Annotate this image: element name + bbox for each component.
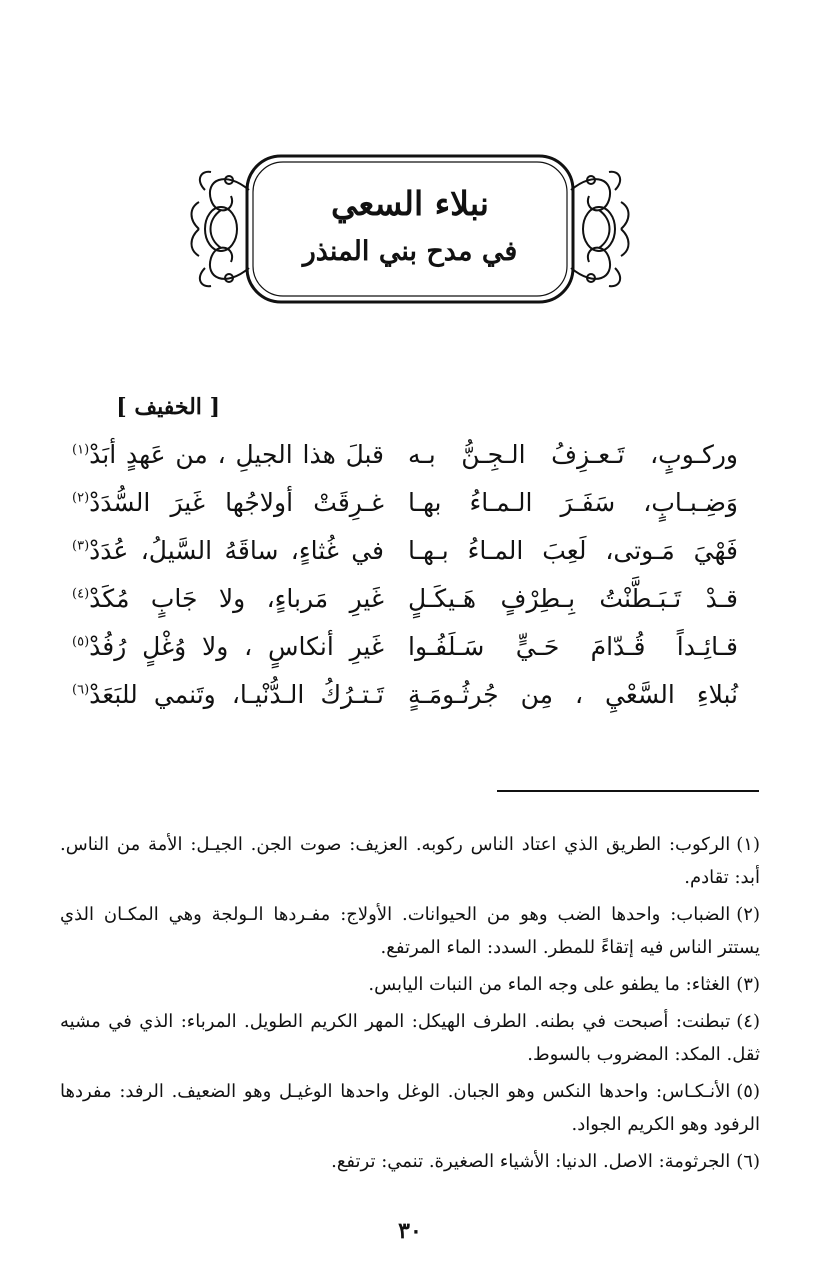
footnotes — [60, 828, 760, 1182]
title-cartouche — [185, 150, 635, 308]
footnote-ref: (٤) — [72, 586, 90, 602]
footnote — [60, 1145, 760, 1178]
footnote — [60, 1005, 760, 1071]
footnote-number: (٣) — [736, 974, 760, 995]
verse-text: تَـتـرُكُ الـدُّنْيـا، وتَنمي للبَعَدْ — [89, 680, 384, 709]
poem — [0, 440, 820, 728]
poetic-meter-label: [ الخفيف ] — [116, 394, 220, 420]
verse-first-hemistich: قـائِـداً قُـدّامَ حَـيٍّ سَـلَفُـوا — [408, 632, 738, 661]
verse-second-hemistich — [72, 488, 384, 517]
page-number: ٣٠ — [398, 1218, 422, 1244]
verse-second-hemistich — [72, 680, 384, 709]
verse — [0, 488, 820, 536]
footnote-text: الغثاء: ما يطفو على وجه الماء من النبات اليابس. — [368, 974, 731, 995]
verse-second-hemistich — [72, 440, 384, 469]
footnote — [60, 828, 760, 894]
verse-first-hemistich: فَهْيَ مَـوتى، لَعِبَ المـاءُ بـهـا — [408, 536, 738, 565]
page-subtitle: في مدح بني المنذر — [302, 236, 518, 267]
footnote — [60, 968, 760, 1001]
footnote-ref: (١) — [72, 442, 90, 458]
verse-first-hemistich: وركـوبٍ، تَـعـزِفُ الـجِـنُّ بـه — [408, 440, 738, 469]
verse — [0, 584, 820, 632]
footnote-ref: (٦) — [72, 682, 90, 698]
footnote-text: الجرثومة: الاصل. الدنيا: الأشياء الصغيرة. تنمي: ترتفع. — [331, 1151, 731, 1172]
page-title: نبلاء السعي — [331, 184, 489, 223]
verse — [0, 536, 820, 584]
verse-text: قبلَ هذا الجيلِ ، من عَهدٍ أبَدْ — [89, 440, 384, 469]
verse-text: غـرِقَتْ أولاجُها غَيرَ السُّدَدْ — [89, 488, 384, 517]
verse-text: غَيرِ أنكاسٍ ، ولا وُغْلٍ رُفُدْ — [89, 632, 384, 661]
footnote-ref: (٥) — [72, 634, 90, 650]
footnote-number: (٥) — [736, 1081, 760, 1102]
verse-text: غَيرِ مَرباءٍ، ولا جَابٍ مُكَدْ — [89, 584, 384, 613]
verse-second-hemistich — [72, 632, 384, 661]
footnote — [60, 898, 760, 964]
footnote-text: تبطنت: أصبحت في بطنه. الطرف الهيكل: المهر الكريم الطويل. المرباء: الذي في مشيه ثقل. المكد: المضروب بالسوط. — [60, 1011, 760, 1065]
verse-second-hemistich — [72, 584, 384, 613]
footnote-number: (٢) — [736, 904, 760, 925]
verse-second-hemistich — [72, 536, 384, 565]
footnote-divider — [497, 790, 759, 792]
ornamental-frame-icon — [185, 150, 635, 308]
verse — [0, 632, 820, 680]
footnote-text: الأنـكـاس: واحدها النكس وهو الجبان. الوغل واحدها الوغيـل وهو الضعيف. الرفد: مفردها الرفود وهو الكريم الجواد. — [60, 1081, 760, 1135]
verse-first-hemistich: قـدْ تَـبَـطَّنْتُ بِـطِرْفٍ هَـيكَـلٍ — [408, 584, 738, 613]
footnote-text: الركوب: الطريق الذي اعتاد الناس ركوبه. العزيف: صوت الجن. الجيـل: الأمة من الناس. أبد: تقادم. — [60, 834, 760, 888]
footnote — [60, 1075, 760, 1141]
verse — [0, 440, 820, 488]
verse-first-hemistich: نُبلاءِ السَّعْيِ ، مِن جُرثُـومَـةٍ — [408, 680, 738, 709]
footnote-number: (١) — [736, 834, 760, 855]
footnote-number: (٤) — [736, 1011, 760, 1032]
footnote-ref: (٢) — [72, 490, 90, 506]
verse-first-hemistich: وَضِـبـابٍ، سَفَـرَ الـمـاءُ بهـا — [408, 488, 738, 517]
verse — [0, 680, 820, 728]
footnote-number: (٦) — [736, 1151, 760, 1172]
footnote-text: الضباب: واحدها الضب وهو من الحيوانات. الأولاج: مفـردها الـولجة وهي المكـان الذي يستتر الناس فيه إتقاءً للمطر. السدد: الماء المرتفع. — [60, 904, 760, 958]
footnote-ref: (٣) — [72, 538, 90, 554]
verse-text: في غُثاءٍ، ساقَهُ السَّيلُ، عُدَدْ — [89, 536, 384, 565]
